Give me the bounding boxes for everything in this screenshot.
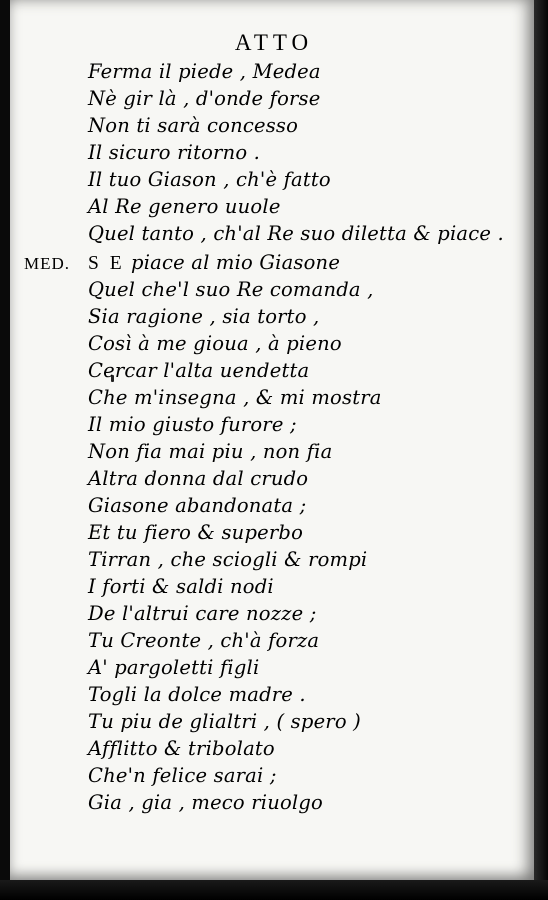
verse-line: Quel che'l suo Re comanda ,: [88, 278, 374, 301]
speech-initial: S E: [88, 253, 125, 274]
verse-line: Il mio giusto furore ;: [88, 413, 297, 436]
verse-line-text: piace al mio Giasone: [124, 251, 341, 274]
verse-line: Non fia mai piu , non fia: [88, 440, 333, 463]
verse-line: Tu piu de glialtri , ( spero ): [88, 710, 361, 733]
verse-line: Il tuo Giason , ch'è fatto: [88, 168, 331, 191]
verse-line: Et tu fiero & superbo: [88, 521, 304, 544]
verse-line: A' pargoletti figli: [88, 656, 260, 679]
verse-line: Sia ragione , sia torto ,: [88, 305, 320, 328]
verse-line: Così à me gioua , à pieno: [88, 332, 342, 355]
verse-line: Nè gir là , d'onde forse: [88, 87, 321, 110]
verse-line: Altra donna dal crudo: [88, 467, 309, 490]
verse-line: Tirran , che sciogli & rompi: [88, 548, 368, 571]
verse-line: Giasone abandonata ;: [88, 494, 307, 517]
verse-line: Che'n felice sarai ;: [88, 764, 277, 787]
verse-line: Non ti sarà concesso: [88, 114, 299, 137]
verse-line: Ferma il piede , Medea: [88, 60, 321, 83]
verse-line: Il sicuro ritorno .: [88, 141, 261, 164]
page-bottom-shadow: [0, 880, 548, 900]
verse-line: Che m'insegna , & mi mostra: [88, 386, 382, 409]
page-edge-shadow: [534, 0, 548, 900]
act-heading: ATTO: [234, 30, 314, 55]
verse-line: Al Re genero uuole: [88, 195, 281, 218]
verse-line: Cercar l'alta uendetta: [88, 359, 310, 382]
verse-line: I forti & saldi nodi: [88, 575, 274, 598]
speaker-label: MED.: [24, 254, 71, 273]
verse-line: Togli la dolce madre .: [88, 683, 306, 706]
verse-line: Quel tanto , ch'al Re suo diletta & piace .: [88, 222, 504, 245]
verse-line: Gia , gia , meco riuolgo: [88, 791, 323, 814]
verse-line-speech-start: [88, 251, 340, 275]
verse-line: De l'altrui care nozze ;: [88, 602, 317, 625]
verse-line: Afflitto & tribolato: [88, 737, 275, 760]
verse-line: Tu Creonte , ch'à forza: [88, 629, 320, 652]
